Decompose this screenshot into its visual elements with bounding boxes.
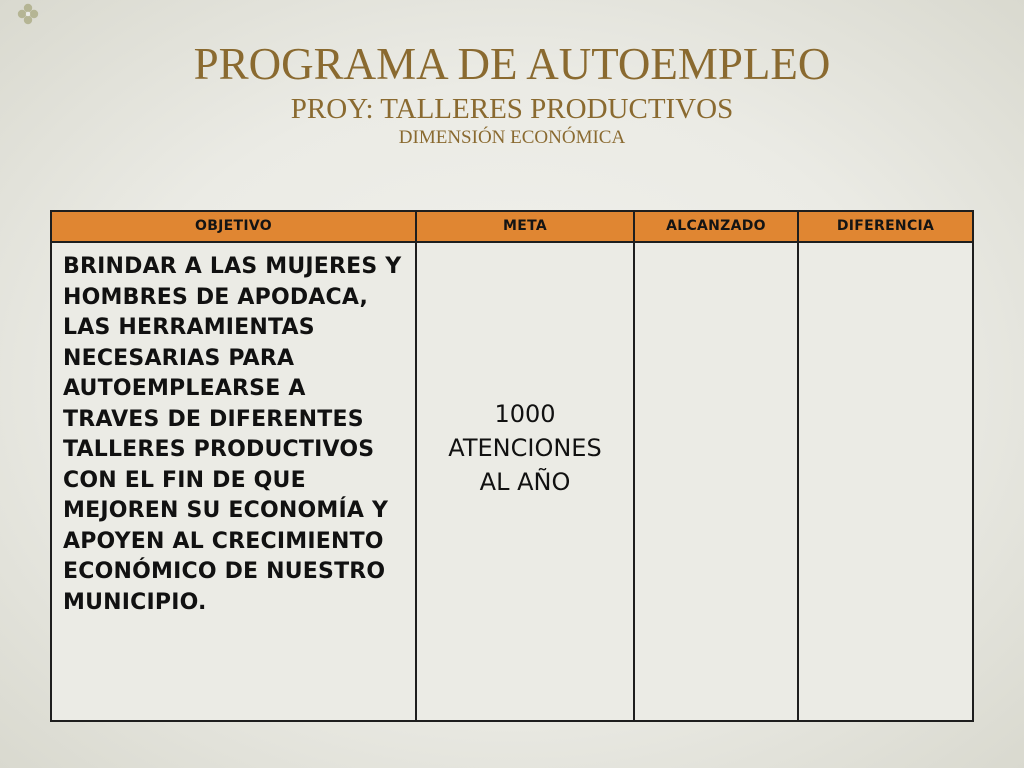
table-header-row bbox=[52, 212, 972, 243]
meta-period: AL AÑO bbox=[479, 468, 571, 496]
meta-unit: ATENCIONES bbox=[448, 434, 602, 462]
column-header-meta: META bbox=[503, 218, 547, 234]
slide-header bbox=[0, 38, 1024, 150]
column-header-objetivo: OBJETIVO bbox=[195, 218, 272, 234]
cell-diferencia bbox=[799, 243, 972, 720]
slide-title: PROGRAMA DE AUTOEMPLEO bbox=[193, 39, 831, 89]
slide-dimension: DIMENSIÓN ECONÓMICA bbox=[398, 127, 626, 148]
objetivo-text: BRINDAR A LAS MUJERES Y HOMBRES DE APODACA, LAS HERRAMIENTAS NECESARIAS PARA AUTOEMPLEARSE A TRAVES DE DIFERENTES TALLERES PRODUCTIVOS CON EL FIN DE QUE MEJOREN SU ECONOMÍA Y APOYEN AL CRECIMIENTO ECONÓMICO DE NUESTRO MUNICIPIO. bbox=[63, 254, 402, 615]
cell-alcanzado bbox=[635, 243, 797, 720]
objectives-table bbox=[50, 210, 974, 722]
column-header-alcanzado: ALCANZADO bbox=[666, 218, 766, 234]
column-header-diferencia: DIFERENCIA bbox=[836, 218, 935, 234]
fleuron-icon bbox=[17, 3, 39, 25]
cell-objetivo bbox=[52, 243, 415, 720]
meta-value: 1000 bbox=[494, 400, 556, 428]
meta-text bbox=[417, 397, 633, 499]
cell-meta bbox=[417, 243, 633, 720]
slide-subtitle: PROY: TALLERES PRODUCTIVOS bbox=[290, 93, 734, 125]
